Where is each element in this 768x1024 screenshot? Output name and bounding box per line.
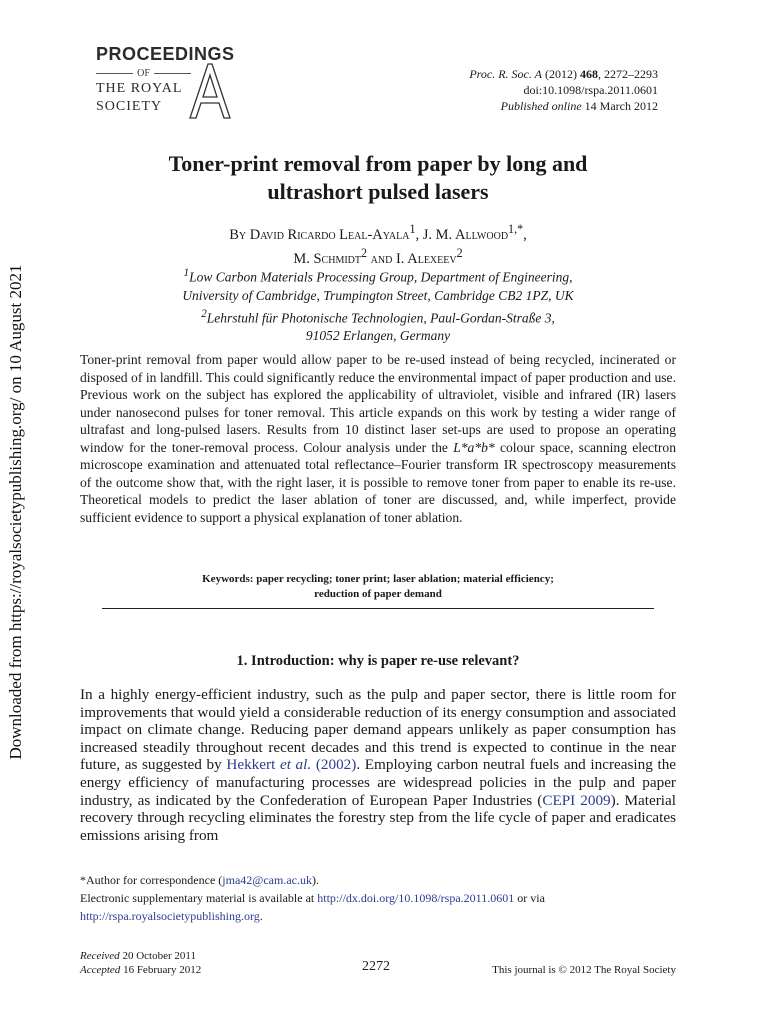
affil-text: Lehrstuhl für Photonische Technologien, Paul-Gordan-Straße 3,: [206, 310, 555, 325]
ref-name: Hekkert: [226, 756, 276, 774]
colour-space: L*a*b*: [453, 439, 495, 455]
divider: [102, 608, 654, 609]
logo-of-text: OF: [137, 68, 150, 79]
corr-text: *Author for correspondence (: [80, 873, 223, 887]
journal-logo: [96, 44, 236, 126]
esm-doi-link[interactable]: http://dx.doi.org/10.1098/rspa.2011.0601: [317, 891, 515, 905]
authors-line-1: By David Ricardo Leal-Ayala$^1$, J. M. Allwood$^{1,*}$,: [229, 222, 527, 243]
author-leal-ayala: David Ricardo Leal-Ayala: [249, 226, 410, 243]
author-sup: 2: [361, 245, 368, 260]
citation-block: [469, 66, 658, 114]
esm-text: Electronic supplementary material is available at: [80, 891, 318, 905]
intro-text: In a highly energy-efficient industry, such as the pulp and paper sector, there is little room for improvements that would yield a considerable reduction of its energy consumption and associated impact on climate change. Reducing paper demand appears unlikely as paper consumption has increased steadily throughout recent decades and this trend is expected to continue in the near future, as suggested by: [80, 686, 676, 774]
corr-end: ).: [311, 873, 319, 887]
logo-letter-a-icon: [188, 62, 232, 120]
citation-volume: 468: [580, 67, 598, 81]
affiliation-line-2: University of Cambridge, Trumpington Street, Cambridge CB2 1PZ, UK: [182, 287, 574, 303]
correspondence-note: [80, 871, 680, 889]
citation-journal: Proc. R. Soc. A: [469, 67, 542, 81]
title-line-2: ultrashort pulsed lasers: [267, 179, 489, 204]
footer-dates: [80, 949, 201, 977]
keywords-line-2: reduction of paper demand: [314, 588, 442, 600]
citation-doi: doi:10.1098/rspa.2011.0601: [523, 83, 658, 97]
authors-and: and: [370, 250, 393, 267]
keywords: [80, 572, 676, 602]
affil-text: Low Carbon Materials Processing Group, Department of Engineering,: [189, 269, 573, 285]
ref-hekkert-link[interactable]: [226, 756, 356, 773]
affil-sup: 1: [183, 267, 190, 279]
author-list: [78, 220, 678, 268]
received-line: [80, 949, 201, 963]
ref-etal: et al.: [279, 756, 312, 774]
published-label: Published online: [500, 99, 582, 113]
correspondence-email-link[interactable]: jma42@cam.ac.uk: [222, 873, 312, 887]
citation-line: [469, 66, 658, 82]
esm-note: [80, 889, 680, 925]
authors-by: By: [229, 226, 247, 243]
download-note: Downloaded from https://royalsocietypublishing.org/ on 10 August 2021: [6, 264, 25, 760]
affil-sup: 2: [201, 307, 207, 320]
section-heading: 1. Introduction: why is paper re-use relevant?: [236, 653, 520, 669]
affiliation-line-3: [78, 305, 678, 328]
affiliation-line-1: [78, 264, 678, 287]
citation-pages: , 2272–2293: [598, 67, 658, 81]
author-sup: 1,*: [508, 222, 524, 236]
received-date: 20 October 2011: [122, 950, 196, 962]
abstract-text: Toner-print removal from paper would allow paper to be re-used instead of being recycled, incinerated or disposed of in landfill. This could significantly reduce the environmental impact of paper production and use. Previous work on the subject has explored the applicability of ultraviolet, visible and infrared (IR) lasers under nanosecond pulses for toner removal. This article expands on this work by testing a wider range of ultrafast and long-pulsed lasers. Results from 10 distinct laser set-ups are used to propose an operating window for the toner-removal process. Colour analysis under the: [80, 352, 676, 455]
intro-paragraph: [80, 686, 676, 844]
accepted-label: Accepted: [80, 964, 121, 976]
download-sidebar: [0, 0, 32, 1024]
title-line-1: Toner-print removal from paper by long and: [168, 151, 588, 176]
esm-or: or via: [514, 891, 545, 905]
citation-year: (2012): [545, 67, 577, 81]
abstract-text: colour space, scanning electron microscope examination and attenuated total reflectance–Fourier transform IR spectroscopy measurements of the outcome show that, with the right laser, it is possible to remove toner from paper to enable its re-use. Theoretical models to predict the laser ablation of toner are discussed, and, while imperfect, provide sufficient evidence to support a physical explanation of toner ablation.: [80, 439, 676, 525]
ref-cepi-link[interactable]: CEPI 2009: [542, 791, 611, 809]
author-sup: 2: [456, 245, 463, 260]
author-alexeev: I. Alexeev: [395, 250, 457, 267]
author-sup: 1: [409, 222, 416, 236]
published-date: 14 March 2012: [584, 99, 658, 113]
footnotes: [80, 871, 680, 925]
author-allwood: J. M. Allwood: [422, 226, 509, 243]
logo-line-proceedings: PROCEEDINGS: [96, 44, 235, 64]
received-label: Received: [80, 950, 120, 962]
esm-end: .: [259, 909, 263, 923]
abstract: [80, 351, 676, 526]
keywords-line-1: Keywords: paper recycling; toner print; laser ablation; material efficiency;: [202, 573, 554, 585]
logo-line-royal: THE ROYAL: [96, 81, 183, 96]
ref-year: (2002): [315, 756, 357, 774]
affiliation-line-4: 91052 Erlangen, Germany: [305, 328, 451, 343]
affiliations: [78, 264, 678, 345]
esm-site-link[interactable]: http://rspa.royalsocietypublishing.org: [80, 909, 260, 923]
logo-line-of: [96, 68, 191, 79]
copyright-notice: This journal is © 2012 The Royal Society: [492, 964, 676, 976]
intro-text: ). Material recovery through recycling eliminates the forestry step from the life cycle of paper and eradicates emissions arising from: [80, 791, 676, 844]
logo-line-society: SOCIETY: [96, 99, 163, 114]
page-number: 2272: [362, 959, 390, 974]
intro-text: . Employing carbon neutral fuels and increasing the energy efficiency of manufacturing processes are widespread policies in the pulp and paper industry, as indicated by the Confederation of European Paper Industries (: [80, 756, 677, 809]
paper-title: [78, 150, 678, 206]
accepted-line: [80, 963, 201, 977]
citation-published: [469, 98, 658, 114]
author-schmidt: M. Schmidt: [293, 250, 361, 267]
accepted-date: 16 February 2012: [123, 964, 202, 976]
